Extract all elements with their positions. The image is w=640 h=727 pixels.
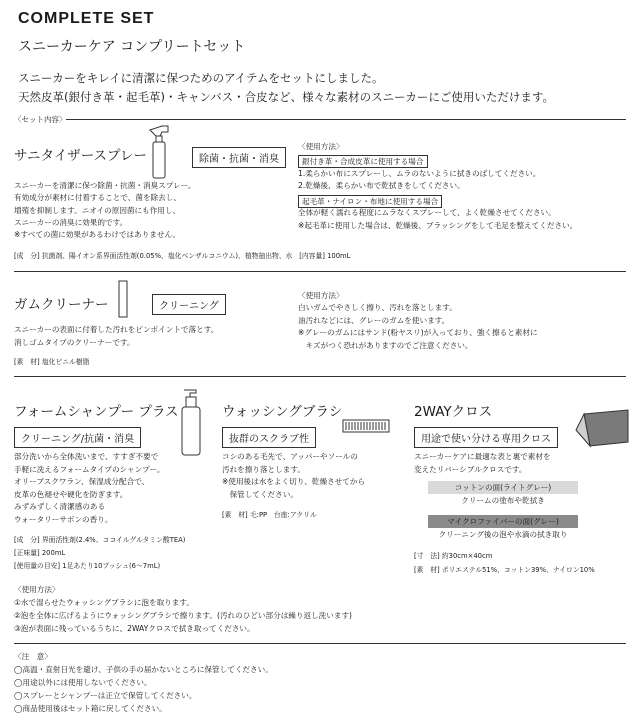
gum-usage-label: 〈使用方法〉 bbox=[298, 291, 344, 300]
gum-usage-line2: 油汚れなどには、グレーのガムを使います。 bbox=[298, 316, 450, 325]
cloth-name: 2WAYクロス bbox=[414, 404, 493, 420]
micro-side-use: クリーニング後の泡や水滴の拭き取り bbox=[438, 530, 568, 539]
gum-cleaner-material: [素 材] 塩化ビニル樹脂 bbox=[14, 358, 90, 366]
eraser-icon bbox=[117, 279, 131, 319]
cloth-spec-size: [寸 法] 約30cm×40cm bbox=[414, 552, 493, 560]
foam-desc-4: 皮革の色褪せや硬化を防ぎます。 bbox=[14, 490, 128, 499]
gum-usage-line4: キズがつく恐れがありますのでご注意ください。 bbox=[298, 341, 473, 350]
sanitizer-ingredients: [成 分] 抗菌剤、陽イオン系界面活性剤(0.05%、塩化ベンザルコニウム)、植物抽出物、水 [内容量] 100mL bbox=[14, 252, 351, 260]
foam-spec-volume: [正味量] 200mL bbox=[14, 549, 66, 557]
note-2: ◯用途以外には使用しないでください。 bbox=[14, 678, 152, 687]
section-divider bbox=[14, 376, 626, 377]
sanitizer-usage-case2-line1: 全体が軽く濡れる程度にムラなくスプレーして、よく乾燥させてください。 bbox=[298, 208, 556, 217]
sanitizer-usage-case1-line2: 2.乾燥後、柔らかい布で乾拭きをしてください。 bbox=[298, 181, 465, 190]
brush-icon bbox=[342, 419, 390, 433]
foam-desc-2: 手軽に洗えるフォームタイプのシャンプー。 bbox=[14, 465, 165, 474]
micro-side-label: マイクロファイバーの面(グレー) bbox=[428, 515, 578, 528]
foam-shampoo-tag: クリーニング/抗菌・消臭 bbox=[14, 427, 141, 448]
brush-material: [素 材] 毛:PP 台座:アクリル bbox=[222, 511, 317, 519]
intro-line-1: スニーカーをキレイに清潔に保つためのアイテムをセットにしました。 bbox=[18, 71, 384, 85]
gum-cleaner-desc-2: 消しゴムタイプのクリーナーです。 bbox=[14, 338, 135, 347]
foam-shampoo-name: フォームシャンプー プラス bbox=[14, 404, 179, 420]
spray-bottle-icon bbox=[148, 124, 172, 180]
sanitizer-desc-1: スニーカーを清潔に保つ除菌・抗菌・消臭スプレー。 bbox=[14, 181, 196, 190]
gum-cleaner-name: ガムクリーナー bbox=[14, 297, 109, 313]
brush-desc-3: ※使用後は水をよく切り、乾燥させてから bbox=[222, 477, 366, 486]
usage-step-3: ③泡が表面に残っているうちに、2WAYクロスで拭き取ってください。 bbox=[14, 624, 255, 633]
sanitizer-usage-case1: 銀付き革・合成皮革に使用する場合 bbox=[298, 155, 428, 168]
foam-desc-6: ウォータリーサボンの香り。 bbox=[14, 515, 113, 524]
usage-step-1: ①水で湿らせたウォッシングブラシに泡を取ります。 bbox=[14, 598, 194, 607]
note-1: ◯高温・直射日光を避け、子供の手の届かないところに保管してください。 bbox=[14, 665, 273, 674]
cotton-side-use: クリームの塗布や乾拭き bbox=[461, 496, 545, 505]
foam-desc-1: 部分洗いから全体洗いまで、すすぎ不要で bbox=[14, 452, 159, 461]
sanitizer-desc-4: スニーカーの消臭に効果的です。 bbox=[14, 218, 128, 227]
foam-spec-ingredients: [成 分] 界面活性剤(2.4%、ココイルグルタミン酸TEA) bbox=[14, 536, 186, 544]
usage-step-2: ②泡を全体に広げるようにウォッシングブラシで擦ります。(汚れのひどい部分は繰り返し洗います) bbox=[14, 611, 353, 620]
section-divider bbox=[14, 643, 626, 644]
intro-line-2: 天然皮革(銀付き革・起毛革)・キャンバス・合皮など、様々な素材のスニーカーにご使用いただけます。 bbox=[18, 90, 555, 104]
note-3: ◯スプレーとシャンプーは正立で保管してください。 bbox=[14, 691, 197, 700]
page-title: COMPLETE SET bbox=[18, 10, 155, 27]
section-divider bbox=[66, 119, 626, 120]
brush-desc-2: 汚れを擦り落とします。 bbox=[222, 465, 305, 474]
sanitizer-desc-2: 有効成分が素材に付着することで、菌を除去し、 bbox=[14, 193, 181, 202]
foam-desc-3: オリーブスクワラン、保湿成分配合で、 bbox=[14, 477, 150, 486]
cotton-side-label: コットンの面(ライトグレー) bbox=[428, 481, 578, 494]
set-contents-label: 〈セット内容〉 bbox=[14, 115, 67, 124]
foam-spec-usage: [使用量の目安] 1足あたり10プッシュ(6〜7mL) bbox=[14, 562, 161, 570]
sanitizer-name: サニタイザースプレー bbox=[14, 148, 147, 164]
cloth-tag: 用途で使い分ける専用クロス bbox=[414, 427, 558, 448]
gum-usage-line3: ※グレーのガムにはサンド(粉ヤスリ)が入っており、強く擦ると素材に bbox=[298, 328, 538, 337]
cloth-desc-2: 変えたリバーシブルクロスです。 bbox=[414, 465, 527, 474]
foam-bottle-icon bbox=[178, 386, 206, 458]
note-4: ◯商品使用後はセット箱に戻してください。 bbox=[14, 704, 167, 713]
sanitizer-usage-case2: 起毛革・ナイロン・布地に使用する場合 bbox=[298, 195, 442, 208]
page-subtitle: スニーカーケア コンプリートセット bbox=[18, 39, 246, 55]
sanitizer-usage-label: 〈使用方法〉 bbox=[298, 142, 344, 151]
foam-desc-5: みずみずしく清潔感のある bbox=[14, 502, 106, 511]
brush-desc-1: コシのある毛先で、アッパーやソールの bbox=[222, 452, 358, 461]
gum-usage-line1: 白いガムでやさしく擦り、汚れを落とします。 bbox=[298, 303, 457, 312]
cloth-spec-material: [素 材] ポリエステル51%、コットン39%、ナイロン10% bbox=[414, 566, 595, 574]
brush-name: ウォッシングブラシ bbox=[222, 404, 343, 420]
sanitizer-desc-5: ※すべての菌に効果があるわけではありません。 bbox=[14, 230, 181, 239]
usage-label: 〈使用方法〉 bbox=[14, 585, 60, 594]
brush-tag: 抜群のスクラブ性 bbox=[222, 427, 316, 448]
sanitizer-desc-3: 増殖を抑制します。ニオイの原因菌にも作用し、 bbox=[14, 206, 181, 215]
sanitizer-tag: 除菌・抗菌・消臭 bbox=[192, 147, 286, 168]
sanitizer-usage-case1-line1: 1.柔らかい布にスプレーし、ムラのないように拭きのばしてください。 bbox=[298, 169, 541, 178]
brush-desc-4: 保管してください。 bbox=[222, 490, 298, 499]
cloth-desc-1: スニーカーケアに最適な表と裏で素材を bbox=[414, 452, 551, 461]
gum-cleaner-tag: クリーニング bbox=[152, 294, 226, 315]
sanitizer-usage-case2-line2: ※起毛革に使用した場合は、乾燥後、ブラッシングをして毛足を整えてください。 bbox=[298, 221, 578, 230]
gum-cleaner-desc-1: スニーカーの表面に付着した汚れをピンポイントで落とす、 bbox=[14, 325, 219, 334]
notes-label: 〈注 意〉 bbox=[14, 652, 52, 661]
section-divider bbox=[14, 271, 626, 272]
cloth-icon bbox=[576, 408, 632, 448]
